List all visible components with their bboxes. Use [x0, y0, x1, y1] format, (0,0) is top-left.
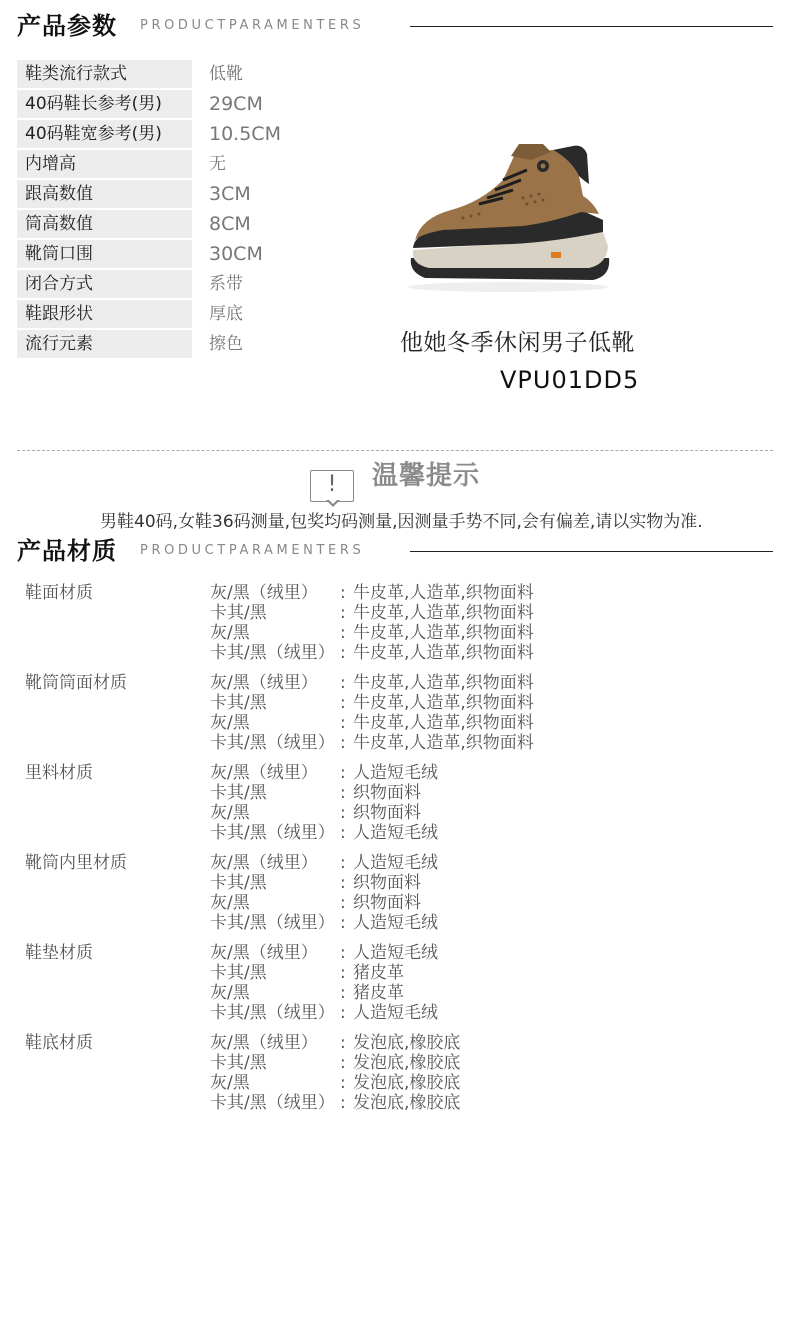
warning-icon	[310, 470, 354, 502]
param-label: 闭合方式	[17, 270, 192, 298]
param-value: 10.5CM	[209, 123, 281, 145]
material-value: 牛皮革,人造革,织物面料	[353, 733, 534, 753]
exclamation-glyph: !	[327, 472, 337, 497]
param-value: 无	[209, 154, 226, 174]
param-label: 40码鞋宽参考(男)	[17, 120, 192, 148]
param-value: 3CM	[209, 183, 251, 205]
color-name: 卡其/黑	[210, 783, 267, 803]
materials-header-rule	[410, 551, 773, 552]
param-label: 流行元素	[17, 330, 192, 358]
material-group	[0, 763, 790, 853]
material-value: 牛皮革,人造革,织物面料	[353, 673, 534, 693]
material-value: 牛皮革,人造革,织物面料	[353, 713, 534, 733]
color-name: 灰/黑	[210, 713, 250, 733]
param-label: 鞋类流行款式	[17, 60, 192, 88]
material-value: 织物面料	[353, 803, 421, 823]
product-code: VPU01DD5	[500, 366, 640, 394]
color-name: 灰/黑（绒里）	[210, 763, 318, 783]
material-value: 牛皮革,人造革,织物面料	[353, 693, 534, 713]
product-name: 他她冬季休闲男子低靴	[400, 330, 635, 356]
colon: :	[340, 583, 346, 603]
colon: :	[340, 1073, 346, 1093]
color-name: 卡其/黑（绒里）	[210, 643, 335, 663]
param-value: 擦色	[209, 334, 243, 354]
color-name: 卡其/黑（绒里）	[210, 733, 335, 753]
materials-section-subtitle: PRODUCTPARAMENTERS	[140, 543, 365, 558]
param-label: 鞋跟形状	[17, 300, 192, 328]
material-value: 猪皮革	[353, 963, 404, 983]
colon: :	[340, 783, 346, 803]
colon: :	[340, 893, 346, 913]
color-name: 灰/黑（绒里）	[210, 673, 318, 693]
material-value: 人造短毛绒	[353, 853, 438, 873]
colon: :	[340, 1053, 346, 1073]
material-label: 靴筒筒面材质	[25, 673, 127, 693]
colon: :	[340, 643, 346, 663]
color-name: 灰/黑	[210, 623, 250, 643]
material-value: 发泡底,橡胶底	[353, 1093, 461, 1113]
notice-text: 男鞋40码,女鞋36码测量,包奖均码测量,因测量手势不同,会有偏差,请以实物为准.	[100, 512, 703, 532]
material-group	[0, 1033, 790, 1123]
shoe-image	[403, 140, 618, 295]
param-label: 跟高数值	[17, 180, 192, 208]
colon: :	[340, 823, 346, 843]
colon: :	[340, 853, 346, 873]
material-label: 里料材质	[25, 763, 93, 783]
color-name: 卡其/黑	[210, 873, 267, 893]
material-value: 牛皮革,人造革,织物面料	[353, 603, 534, 623]
param-value: 系带	[209, 274, 243, 294]
param-value: 30CM	[209, 243, 263, 265]
material-group	[0, 943, 790, 1033]
colon: :	[340, 763, 346, 783]
param-label: 筒高数值	[17, 210, 192, 238]
material-label: 靴筒内里材质	[25, 853, 127, 873]
param-value: 29CM	[209, 93, 263, 115]
color-name: 卡其/黑（绒里）	[210, 823, 335, 843]
color-name: 灰/黑（绒里）	[210, 1033, 318, 1053]
material-value: 织物面料	[353, 783, 421, 803]
material-value: 织物面料	[353, 873, 421, 893]
colon: :	[340, 803, 346, 823]
param-label: 40码鞋长参考(男)	[17, 90, 192, 118]
param-label: 靴筒口围	[17, 240, 192, 268]
material-group	[0, 673, 790, 763]
colon: :	[340, 873, 346, 893]
colon: :	[340, 913, 346, 933]
color-name: 卡其/黑（绒里）	[210, 1093, 335, 1113]
param-value: 厚底	[209, 304, 243, 324]
color-name: 卡其/黑（绒里）	[210, 1003, 335, 1023]
colon: :	[340, 623, 346, 643]
param-value: 低靴	[209, 64, 243, 84]
material-group	[0, 853, 790, 943]
param-label: 内增高	[17, 150, 192, 178]
colon: :	[340, 943, 346, 963]
material-value: 人造短毛绒	[353, 1003, 438, 1023]
material-value: 牛皮革,人造革,织物面料	[353, 623, 534, 643]
colon: :	[340, 603, 346, 623]
colon: :	[340, 693, 346, 713]
colon: :	[340, 713, 346, 733]
color-name: 灰/黑	[210, 893, 250, 913]
colon: :	[340, 1093, 346, 1113]
color-name: 灰/黑（绒里）	[210, 583, 318, 603]
params-section-header	[0, 6, 790, 46]
params-section-title: 产品参数	[17, 12, 117, 40]
material-label: 鞋垫材质	[25, 943, 93, 963]
color-name: 卡其/黑（绒里）	[210, 913, 335, 933]
material-value: 发泡底,橡胶底	[353, 1053, 461, 1073]
material-value: 人造短毛绒	[353, 943, 438, 963]
material-value: 人造短毛绒	[353, 913, 438, 933]
materials-list	[0, 583, 790, 1123]
notice-title: 温馨提示	[372, 461, 481, 491]
color-name: 卡其/黑	[210, 1053, 267, 1073]
material-value: 猪皮革	[353, 983, 404, 1003]
color-name: 灰/黑（绒里）	[210, 853, 318, 873]
color-name: 灰/黑	[210, 983, 250, 1003]
material-value: 发泡底,橡胶底	[353, 1073, 461, 1093]
params-section-subtitle: PRODUCTPARAMENTERS	[140, 18, 365, 33]
colon: :	[340, 1033, 346, 1053]
material-label: 鞋底材质	[25, 1033, 93, 1053]
material-value: 牛皮革,人造革,织物面料	[353, 583, 534, 603]
warning-icon-pointer-inner	[328, 499, 338, 504]
material-value: 牛皮革,人造革,织物面料	[353, 643, 534, 663]
params-header-rule	[410, 26, 773, 27]
materials-section-title: 产品材质	[17, 537, 117, 565]
color-name: 卡其/黑	[210, 603, 267, 623]
color-name: 灰/黑	[210, 1073, 250, 1093]
param-value: 8CM	[209, 213, 251, 235]
colon: :	[340, 983, 346, 1003]
material-group	[0, 583, 790, 673]
colon: :	[340, 733, 346, 753]
colon: :	[340, 1003, 346, 1023]
color-name: 灰/黑（绒里）	[210, 943, 318, 963]
material-value: 发泡底,橡胶底	[353, 1033, 461, 1053]
material-value: 人造短毛绒	[353, 823, 438, 843]
material-label: 鞋面材质	[25, 583, 93, 603]
color-name: 卡其/黑	[210, 963, 267, 983]
material-value: 织物面料	[353, 893, 421, 913]
color-name: 灰/黑	[210, 803, 250, 823]
colon: :	[340, 673, 346, 693]
materials-section-header	[0, 531, 790, 571]
colon: :	[340, 963, 346, 983]
color-name: 卡其/黑	[210, 693, 267, 713]
material-value: 人造短毛绒	[353, 763, 438, 783]
dashed-divider	[17, 450, 773, 451]
